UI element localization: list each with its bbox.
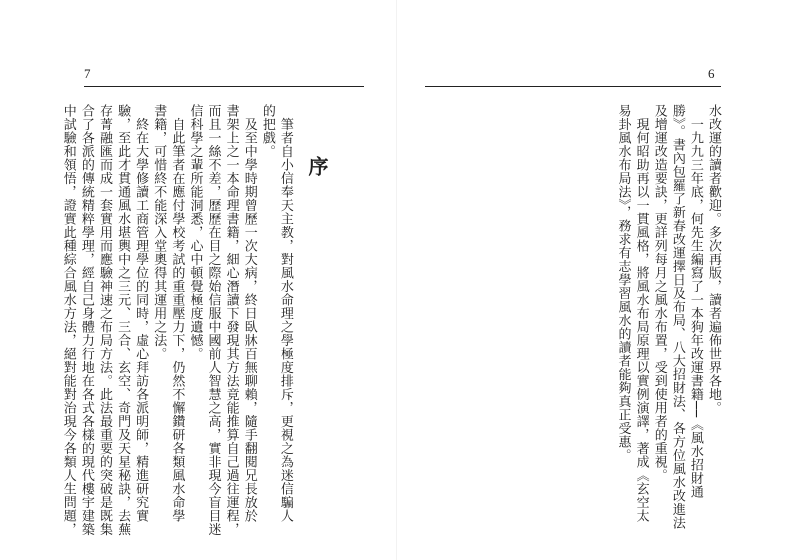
text-column: 書架上之一本命理書籍，細心潛讀下發現其方法竟能推算自己過往運程， <box>223 104 239 536</box>
left-header-rule <box>84 86 364 87</box>
text-column: 及至中學時期曾歷一次大病，終日臥牀百無聊賴，隨手翻閱兄長放於 <box>241 104 257 523</box>
right-page <box>397 0 793 560</box>
text-column: 水改運的讀者歡迎。多次再版，讀者遍佈世界各地。 <box>706 104 721 415</box>
text-column: 自此筆者在應付學校考試的重重壓力下，仍然不懈鑽研各類風水命學 <box>169 104 185 523</box>
text-column: 易卦風水布局法》，務求有志學習風水的讀者能夠真正受惠。 <box>615 104 631 462</box>
text-column: 而且一絲不差，歷歷在目之際始信服中國前人智慧之高，實非現今盲目迷 <box>205 104 221 536</box>
text-column: 存菁融匯而成一套實用而應驗神速之布局方法。此法最重要的突破是既集 <box>96 104 112 536</box>
text-column: 信科學之輩所能洞悉，心中頓覺極度遺憾。 <box>187 104 203 361</box>
text-column: 的把戲。 <box>259 104 275 158</box>
text-column: 現何昭助再以一貫風格，將風水布局原理以實例演譯，著成《玄空太 <box>633 104 649 523</box>
left-page-number: 7 <box>84 66 91 81</box>
text-column: 書籍，可惜終不能深入堂奧得其運用之法。 <box>151 104 167 361</box>
text-column: 筆者自小信奉天主教，對風水命理之學極度排斥，更視之為迷信騙人 <box>277 104 293 523</box>
right-page-number: 6 <box>708 66 715 81</box>
text-column: 勝》。書內包羅了新春改運擇日及布局、八大招財法、各方位風水改進法 <box>669 104 685 530</box>
text-column: 終在大學修讀工商管理學位的同時，虛心拜訪各派明師，精進研究實 <box>133 104 149 523</box>
left-page <box>0 0 396 560</box>
text-column: 合了各派的傳統精粹學理，經自己身體力行地在各式各樣的現代樓宇建築 <box>78 104 94 536</box>
text-column: 中試驗和領悟，證實此種綜合風水方法，絕對能對治現今各類人生問題， <box>60 104 76 536</box>
right-header-rule <box>425 86 721 87</box>
text-column: 驗，至此才貫通風水堪輿中之三元、三合、玄空、奇門及天星秘訣，去蕪 <box>115 104 131 536</box>
preface-heading: 序 <box>305 156 329 178</box>
right-page-text <box>613 104 722 544</box>
left-page-text <box>59 104 329 544</box>
text-column: 一九九三年底，何先生編寫了一本狗年改運書籍──《風水招財通 <box>687 104 703 499</box>
text-column: 及增運改造要訣，更詳列每月之風水布置，受到使用者的重視。 <box>651 104 667 482</box>
